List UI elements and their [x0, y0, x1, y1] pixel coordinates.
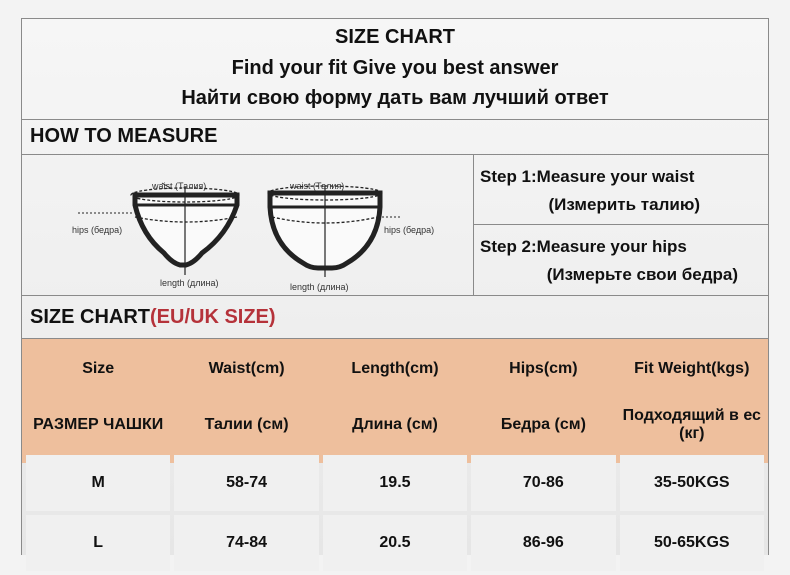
header-cell: Fit Weight(kgs) — [620, 343, 764, 395]
header-cell: Hips(cm) — [471, 343, 615, 395]
header-cell: Waist(cm) — [174, 343, 318, 395]
table-cell: 70-86 — [471, 455, 615, 511]
table-cell: 19.5 — [323, 455, 467, 511]
step-1-russian: (Измерить талию) — [548, 195, 700, 214]
size-chart-heading — [22, 296, 768, 338]
header-cell: РАЗМЕР ЧАШКИ — [26, 399, 170, 451]
measure-steps — [474, 155, 768, 296]
step-2 — [474, 225, 768, 295]
step-2-russian: (Измерьте свои бедра) — [546, 265, 738, 284]
size-chart-card — [21, 18, 769, 555]
table-cell: 35-50KGS — [620, 455, 764, 511]
size-chart-label: SIZE CHART — [30, 306, 150, 328]
header-cell: Size — [26, 343, 170, 395]
table-row — [26, 455, 764, 511]
table-cell: 86-96 — [471, 515, 615, 571]
waist-label-left: waist (Талия) — [152, 181, 207, 191]
header-cell: Подходящий в ес (кг) — [620, 399, 764, 451]
header-cell: Length(cm) — [323, 343, 467, 395]
hips-label-right: hips (бедра) — [384, 225, 435, 235]
length-label-right: length (длина) — [290, 282, 349, 292]
table-header-row-russian — [26, 399, 764, 451]
step-1-english: Step 1:Measure your waist — [480, 167, 695, 186]
length-label-left: length (длина) — [160, 278, 219, 288]
measure-diagram — [22, 155, 474, 296]
chart-header — [22, 19, 768, 120]
underwear-illustration — [22, 155, 473, 295]
subtitle-russian: Найти свою форму дать вам лучший ответ — [181, 87, 609, 109]
table-cell: 74-84 — [174, 515, 318, 571]
table-cell: 58-74 — [174, 455, 318, 511]
how-to-measure-heading — [22, 119, 768, 155]
size-region-label: (EU/UK SIZE) — [150, 306, 276, 328]
header-cell: Бедра (см) — [471, 399, 615, 451]
table-cell: M — [26, 455, 170, 511]
brief-back-icon — [268, 185, 402, 277]
table-cell: 20.5 — [323, 515, 467, 571]
size-table — [22, 339, 768, 575]
how-to-measure-label: HOW TO MEASURE — [30, 125, 218, 147]
step-1 — [474, 155, 768, 225]
hips-label-left: hips (бедра) — [72, 225, 123, 235]
table-header-row-english — [26, 343, 764, 395]
header-cell: Талии (см) — [174, 399, 318, 451]
chart-title: SIZE CHART — [335, 26, 455, 48]
header-cell: Длина (см) — [323, 399, 467, 451]
table-cell: L — [26, 515, 170, 571]
table-row — [26, 515, 764, 571]
subtitle-english: Find your fit Give you best answer — [231, 57, 559, 79]
step-2-english: Step 2:Measure your hips — [480, 237, 687, 256]
table-cell: 50-65KGS — [620, 515, 764, 571]
waist-label-right: waist (Талия) — [290, 181, 345, 191]
